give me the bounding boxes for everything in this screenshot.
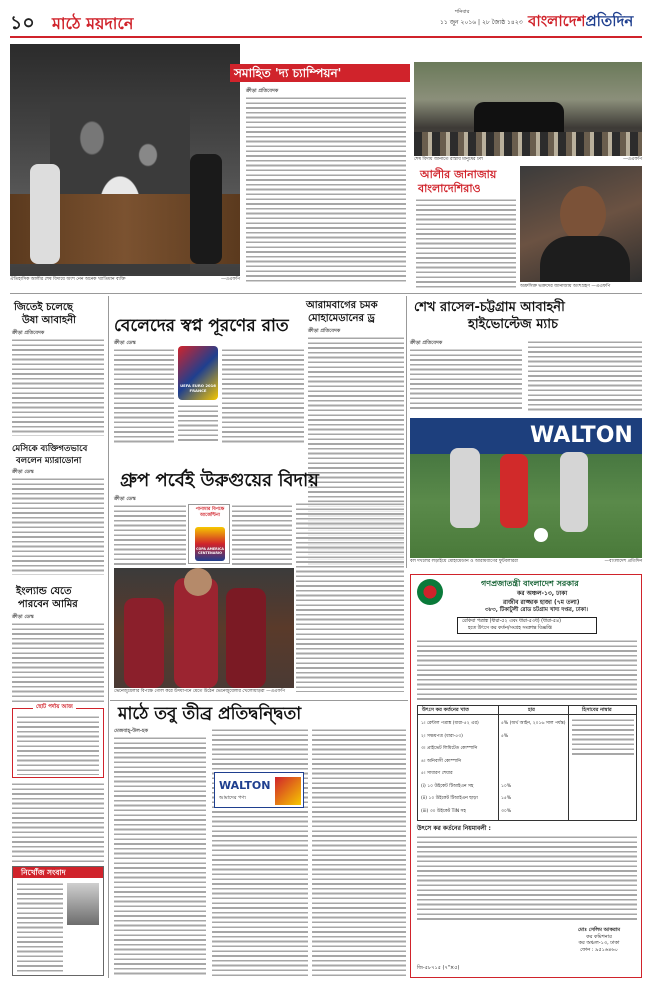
euro-body-col3	[222, 348, 304, 444]
uruguay-body-col3	[296, 502, 404, 630]
ujha-headline-2: উষা আবাহনী	[22, 315, 76, 326]
signature-office: কর অঞ্চল-১৩, ঢাকা	[578, 940, 620, 946]
table-cell: ১৫%	[501, 796, 512, 801]
table-cell: (ii) ১০ উইকেট টিআইএন ছাড়া	[421, 796, 478, 801]
table-cell: (i) ১০ উইকেট টিআইএন সহ	[421, 783, 474, 789]
messi-headline-2: বললেন ম্যারাডোনা	[16, 456, 82, 466]
table-cell	[501, 743, 567, 756]
divider-3	[110, 700, 408, 701]
small-box-body	[17, 715, 99, 775]
govt-intro-text	[417, 639, 637, 701]
table-cell: ৪। অনিবাসী কোম্পানি	[421, 758, 462, 764]
govt-title: গণপ্রজাতন্ত্রী বাংলাদেশ সরকার	[481, 579, 579, 588]
small-box-body-2	[12, 782, 104, 862]
walton-ad	[214, 772, 304, 808]
ujha-byline: ক্রীড়া প্রতিবেদক	[12, 330, 45, 336]
uruguay-inset-label: পানামার বিপক্ষে আর্জেন্টিনা	[195, 507, 225, 518]
notice-box	[12, 866, 104, 976]
russel-photo	[410, 418, 642, 558]
russel-byline: ক্রীড়া প্রতিবেদক	[410, 340, 443, 346]
side-photo-caption: অশ্রুসিক্ত ভক্তদের জানাজায় অংশগ্রহণ —এএফপি	[520, 284, 611, 289]
small-box	[12, 704, 104, 778]
uruguay-photo	[114, 568, 294, 688]
uruguay-photo-caption: ভেনেজুয়েলার বিপক্ষে গোল করে উদযাপনে মেতে উঠেন ভেনেজুয়েলার খেলোয়াড়রা —এএফপি	[114, 689, 286, 694]
govt-emblem	[417, 579, 443, 605]
uruguay-inset	[188, 504, 230, 564]
lead-headline-bar	[230, 64, 410, 82]
govt-section-title: রাজীব রাজ্জাক হাজা (৭ম তলা)	[503, 599, 580, 606]
russel-body-col2	[528, 340, 642, 412]
table-cell: ৫। সাধারণ শেয়ার	[421, 771, 453, 776]
lead-body-col1	[246, 96, 406, 282]
signature-title: কর কমিশনার	[586, 933, 612, 940]
publication-date: ১১ জুন ২০১৬ | ২৮ জ্যৈষ্ঠ ১৪২৩	[440, 19, 523, 26]
table-cell	[501, 768, 567, 781]
uruguay-body-col2	[232, 504, 292, 566]
govt-notice	[410, 574, 642, 978]
maathe-body-col2	[212, 728, 308, 976]
euro-headline: বেলেদের স্বপ্ন পূরণের রাত	[114, 316, 289, 336]
notice-title: নিখোঁজ সংবাদ	[21, 868, 66, 877]
table-cell: ২। সঞ্চয়পত্র (ধারা-৫৩)	[421, 733, 463, 739]
walton-brand: WALTON	[219, 779, 271, 792]
uruguay-body-col4	[296, 632, 404, 692]
logo-part-1: বাংলাদেশ	[528, 12, 586, 30]
table-header-right: হিসাবের নাম্বার	[582, 707, 612, 713]
govt-box-line1: রেকিবা পত্রাঙ্ক (ধারা-৫২ এবং ধারা-৫৩ধ) (ধারা-৫৪)	[462, 619, 561, 624]
messi-headline-1: মেসিকে ব্যক্তিগতভাবে	[12, 444, 88, 454]
lead-photo-caption: ঐতিহাসিক আলীর শেষ বিদায়ে অংশ নেন অনেক খ্যাতিমান ব্যক্তি —এএফপি	[10, 277, 240, 282]
govt-signature	[561, 927, 637, 953]
england-headline-1: ইংল্যান্ড যেতে	[16, 586, 72, 597]
divider-vertical-2	[406, 296, 407, 568]
walton-tagline: আমাদের পণ্য	[219, 795, 246, 801]
mohammedan-headline-1: আরামবাগের চমক	[306, 300, 378, 311]
table-cell: ৫% (অর্থ আইন, ২০১৬ সাল পর্যন্ত)	[501, 721, 566, 726]
table-header-mid: হার	[528, 707, 535, 713]
russel-headline-1: শেখ রাসেল-চট্টগ্রাম আবাহনী	[414, 300, 565, 315]
england-body	[12, 622, 104, 702]
side-headline-2: বাংলাদেশিরাও	[418, 182, 481, 195]
page-number: ১০	[10, 12, 35, 34]
govt-table	[417, 705, 637, 821]
govt-box	[457, 617, 597, 634]
russel-headline-2: হাইভোল্টেজ ম্যাচ	[468, 317, 558, 332]
maathe-byline: মেজবাহ্-উল-হক	[114, 728, 149, 734]
lead-headline: সমাহিত 'দ্য চ্যাম্পিয়ন'	[234, 66, 342, 80]
mohammedan-headline-2: মোহামেডানের ড্র	[308, 313, 375, 324]
small-box-title: ছোট পর্দায় আজ	[33, 704, 76, 711]
section-title: মাঠে ময়দানে	[52, 14, 134, 33]
euro-byline: ক্রীড়া ডেস্ক	[114, 340, 136, 346]
russel-photo-caption: বল দখলের লড়াইয়ে মোহামেডান ও আরামবাগের ফুটবলাররা —বাংলাদেশ প্রতিদিন	[410, 559, 642, 564]
table-rates	[501, 718, 567, 818]
walton-product-image	[275, 777, 301, 805]
lead-photo	[10, 44, 240, 276]
lead-byline: ক্রীড়া প্রতিবেদক	[246, 88, 279, 94]
russel-body-col1	[410, 348, 522, 412]
govt-address: ৩৮৩, টিকাটুলী রোড চটগ্রাম খাদ্য দপ্তর, ঢাকা।	[485, 607, 588, 613]
russel-photo-board: WALTON	[530, 423, 633, 448]
table-accounts	[572, 718, 634, 758]
euro-body-col2	[178, 404, 218, 444]
govt-ref: জি-৫৮৭১৫ (৭"×৫)	[417, 965, 460, 971]
ujha-body	[12, 338, 104, 436]
table-header-left: উৎসে কর কর্তনের খাত	[422, 707, 469, 713]
missing-person-photo	[67, 883, 99, 925]
uruguay-headline: গ্রুপ পর্বেই উরুগুয়ের বিদায়	[120, 470, 319, 491]
copa-logo	[195, 527, 225, 561]
lead-photo-2	[414, 62, 642, 156]
uruguay-body-col1	[114, 504, 186, 566]
maathe-headline: মাঠে তবু তীব্র প্রতিদ্বন্দ্বিতা	[118, 704, 302, 724]
newspaper-logo	[528, 11, 633, 31]
govt-notice-text	[417, 835, 637, 923]
copa-logo-text: COPA AMERICA CENTENARIO	[196, 547, 224, 555]
messi-body	[12, 477, 104, 575]
divider-vertical	[108, 296, 109, 978]
maathe-body-col3	[312, 728, 406, 976]
euro-logo-text: UEFA EURO 2016 FRANCE	[180, 383, 216, 393]
uruguay-byline: ক্রীড়া ডেস্ক	[114, 496, 136, 502]
maathe-body-col1	[114, 736, 206, 976]
table-cell	[501, 756, 567, 769]
govt-office: কর অঞ্চল-১৩, ঢাকা	[517, 590, 568, 597]
table-cell: ৩। প্রাইভেট লিমিটেড কোম্পানি	[421, 746, 478, 751]
table-row	[421, 718, 497, 818]
england-byline: ক্রীড়া ডেস্ক	[12, 614, 34, 620]
table-cell: ৩০%	[501, 808, 512, 814]
ujha-headline-1: জিতেই চলেছে	[14, 302, 73, 313]
divider	[10, 293, 642, 294]
side-photo	[520, 166, 642, 282]
govt-box-line2: হতে উৎসে কর কর্তন/সংগ্রহ সংক্রান্ত বিজ্ঞপ্তি	[468, 626, 552, 631]
england-headline-2: পারবেন আমির	[18, 599, 78, 610]
govt-notice-heading: উৎসে কর কর্তনের নিয়মাবলী :	[417, 825, 491, 832]
euro-body-col1	[114, 348, 174, 444]
table-cell: ১। রেন্টাল পত্রাঙ্ক (ধারা-৫২ এর)	[421, 721, 479, 726]
euro-logo	[178, 346, 218, 400]
masthead	[10, 8, 642, 38]
weekday: শনিবার	[455, 9, 470, 15]
table-cell: ১০%	[501, 783, 512, 789]
mohammedan-byline: ক্রীড়া প্রতিবেদক	[308, 328, 341, 334]
notice-body	[17, 882, 63, 972]
signature-name: মোঃ সেলিম আকরাম	[578, 927, 620, 933]
lead-photo2-caption: শেষ বিদায় জানাতে রাস্তায় মানুষের ঢল —এএফপি	[414, 157, 642, 162]
table-cell: (iii) ৩০ উইকেট TIN সহ	[421, 808, 466, 814]
logo-part-2: প্রতিদিন	[585, 12, 634, 30]
side-body	[416, 198, 516, 288]
messi-byline: ক্রীড়া ডেস্ক	[12, 469, 34, 475]
table-cell: ৫%	[501, 733, 509, 739]
side-headline-1: আলীর জানাজায়	[420, 168, 497, 181]
signature-phone: ফোন : ৯৫১৬৪৬০	[580, 946, 618, 953]
